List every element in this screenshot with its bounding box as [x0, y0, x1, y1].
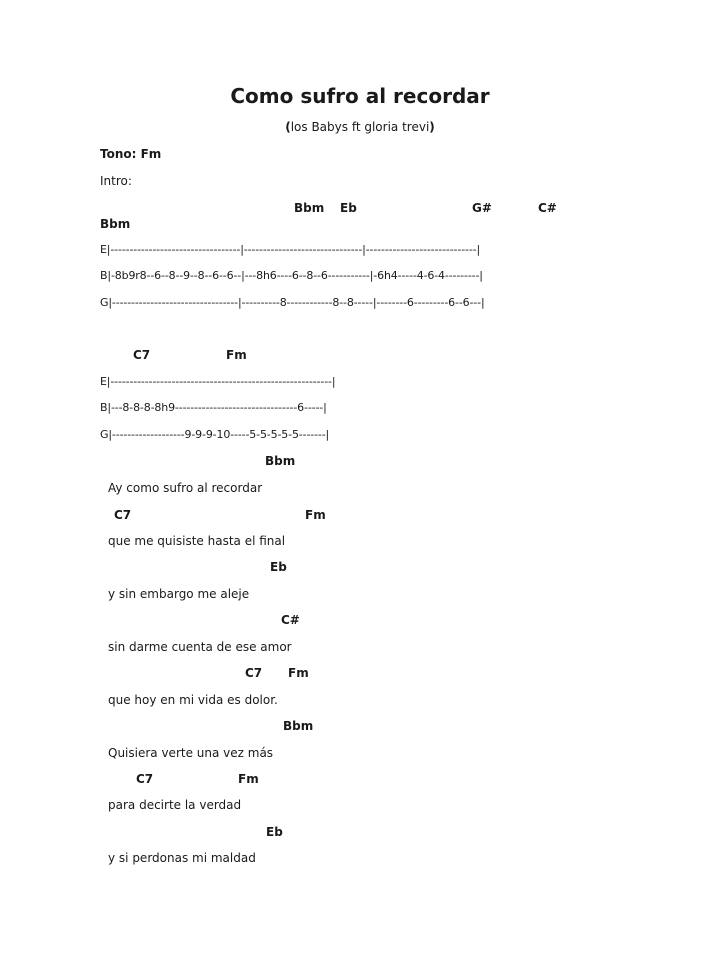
lyric-line: para decirte la verdad [108, 798, 242, 812]
intro-chord: Eb [340, 201, 357, 215]
lyric-line: Quisiera verte una vez más [108, 746, 274, 760]
verse-chord: Eb [270, 560, 287, 574]
tab-line-b: B|---8-8-8-8h9--------------------------------6-----| [100, 401, 327, 414]
intro-chord: C# [538, 201, 557, 215]
intro-chord: Bbm [294, 201, 325, 215]
subtitle-artists: los Babys ft gloria trevi [290, 120, 430, 134]
verse-chord: C7 [245, 666, 263, 680]
lyric-line: que me quisiste hasta el final [108, 534, 286, 548]
lyric-line: sin darme cuenta de ese amor [108, 640, 292, 654]
tab-line-e: E|----------------------------------|-------------------------------|-----------------------------| [100, 243, 481, 256]
tab-line-g: G|-------------------9-9-9-10-----5-5-5-5-5-------| [100, 428, 330, 441]
riff-chord: Fm [226, 348, 247, 362]
subtitle-open-paren: ( [285, 120, 291, 134]
subtitle [0, 120, 720, 134]
lyric-line: Ay como sufro al recordar [108, 481, 263, 495]
verse-chord: Fm [305, 508, 326, 522]
verse-chord: C7 [136, 772, 154, 786]
intro-chord: G# [472, 201, 492, 215]
tab-line-b: B|-8b9r8--6--8--9--8--6--6--|---8h6----6--8--6-----------|-6h4-----4-6-4---------| [100, 269, 483, 282]
verse-chord: Bbm [283, 719, 314, 733]
lyric-line: y sin embargo me aleje [108, 587, 250, 601]
verse-chord: Fm [288, 666, 309, 680]
lyric-line: que hoy en mi vida es dolor. [108, 693, 278, 707]
intro-label: Intro: [100, 174, 132, 188]
verse-chord: C7 [114, 508, 132, 522]
page-title: Como sufro al recordar [230, 84, 490, 108]
tab-line-g: G|---------------------------------|----------8------------8--8-----|--------6---------6--6---| [100, 296, 485, 309]
riff-chord: C7 [133, 348, 151, 362]
verse-chord: Fm [238, 772, 259, 786]
tab-line-e: E|----------------------------------------------------------| [100, 375, 336, 388]
intro-chord: Bbm [100, 217, 131, 231]
verse-chord: Bbm [265, 454, 296, 468]
subtitle-close-paren: ) [429, 120, 435, 134]
key-label: Tono: Fm [100, 147, 162, 161]
lyric-line: y si perdonas mi maldad [108, 851, 256, 865]
verse-chord: C# [281, 613, 300, 627]
verse-chord: Eb [266, 825, 283, 839]
